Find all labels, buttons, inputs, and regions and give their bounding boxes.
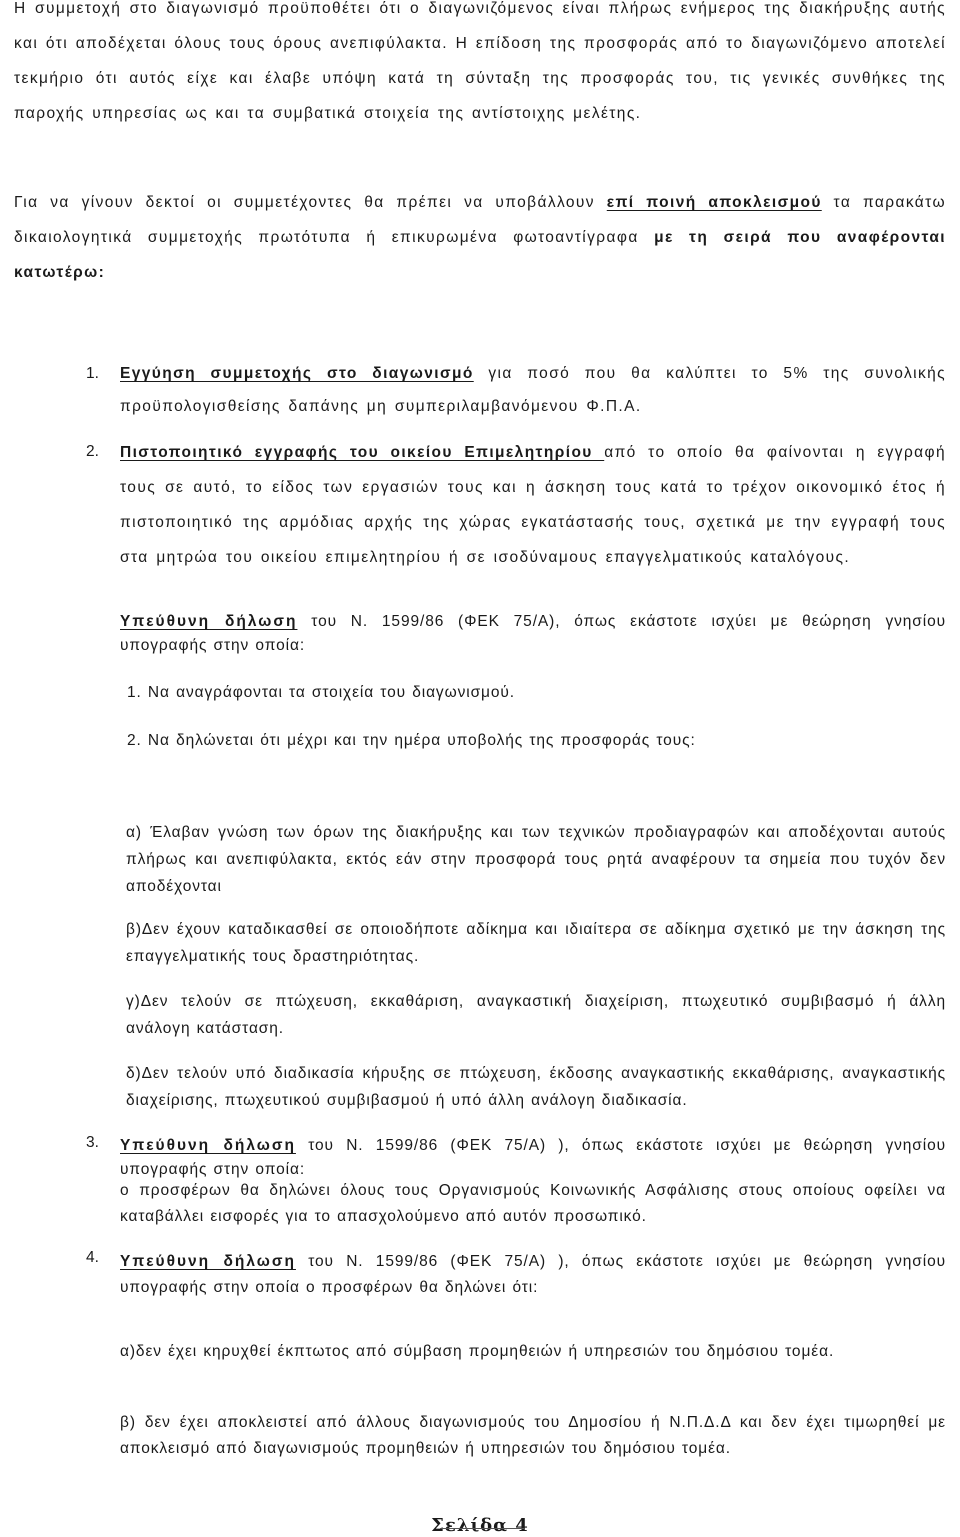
item-2-text: από το οποίο θα φαίνονται η εγγραφή τους σε αυτό, το είδος των εργασιών τους και η άσκηση τους κατά το τρέχον οικονομικό έτος ή πιστοποιητικό της αρμόδιας αρχής της χώρας εγκατάστασής τους, σχετικά με την εγγραφή τους στα μητρώα του οικείου επιμελητηρίου ή σε ισοδύναμους επαγγελματικούς καταλόγους. (120, 444, 946, 566)
exclusion-phrase: επί ποινή αποκλεισμού (606, 194, 822, 211)
item-4-number: 4. (86, 1249, 99, 1266)
order-phrase: με τη σειρά που αναφέρονται κατωτέρω: (14, 229, 946, 281)
item-2-body (120, 435, 946, 575)
item-3-number: 3. (86, 1134, 99, 1151)
item-1-body (120, 357, 946, 423)
acceptance-text-1: Για να γίνουν δεκτοί οι συμμετέχοντες θα πρέπει να υποβάλλουν (14, 194, 607, 211)
footer-rule (440, 1528, 524, 1529)
item-2-declaration-heading: Υπεύθυνη δήλωση (120, 613, 298, 630)
intro-text: Η συμμετοχή στο διαγωνισμό προϋποθέτει ότι ο διαγωνιζόμενος είναι πλήρως ενήμερος της διακήρυξης αυτής και ότι αποδέχεται όλους τους όρους ανεπιφύλακτα. Η επίδοση της προσφοράς από το διαγωνιζόμενο αποτελεί τεκμήριο ότι αυτός είχε και έλαβε υπόψη κατά τη σύνταξη της προσφοράς του, τις γενικές συνθήκες της παροχής υπηρεσίας ως και τα συμβατικά στοιχεία της αντίστοιχης μελέτης. (14, 0, 946, 122)
item-2-sub-2: 2. Να δηλώνεται ότι μέχρι και την ημέρα υποβολής της προσφοράς τους: (127, 732, 696, 749)
item-2-clause-a: α) Έλαβαν γνώση των όρων της διακήρυξης και των τεχνικών προδιαγραφών και αποδέχονται αυτούς πλήρως και ανεπιφύλακτα, εκτός εάν στην προσφορά τους ρητά αναφέρουν τα σημεία που τυχόν δεν αποδέχονται (126, 824, 946, 895)
item-1-number: 1. (86, 365, 99, 382)
item-2-sub-1: 1. Να αναγράφονται τα στοιχεία του διαγωνισμού. (127, 684, 515, 701)
acceptance-paragraph (14, 185, 946, 290)
item-4-body (120, 1249, 946, 1301)
item-3-body (120, 1134, 946, 1182)
item-1-text: για ποσό που θα καλύπτει το 5% της συνολικής προϋπολογισθείσης δαπάνης μη συμπεριλαμβανόμενου Φ.Π.Α. (120, 365, 946, 415)
item-3-heading: Υπεύθυνη δήλωση (120, 1137, 296, 1154)
item-4-text: του Ν. 1599/86 (ΦΕΚ 75/Α) ), όπως εκάστοτε ισχύει με θεώρηση γνησίου υπογραφής στην οποία ο προσφέρων θα δηλώνει ότι: (120, 1253, 947, 1296)
item-4-clause-a: α)δεν έχει κηρυχθεί έκπτωτος από σύμβαση προμηθειών ή υπηρεσιών του δημόσιου τομέα. (120, 1343, 835, 1360)
page-number: Σελίδα 4 (431, 1515, 529, 1536)
item-2-clause-b: β)Δεν έχουν καταδικασθεί σε οποιοδήποτε αδίκημα και ιδιαίτερα σε αδίκημα σχετικό με την άσκηση της επαγγελματικής τους δραστηριότητας. (126, 921, 946, 965)
item-2-clause-c: γ)Δεν τελούν σε πτώχευση, εκκαθάριση, αναγκαστική διαχείριση, πτωχευτικό συμβιβασμό ή άλλη ανάλογη κατάσταση. (126, 993, 946, 1037)
item-4-heading: Υπεύθυνη δήλωση (120, 1253, 296, 1270)
item-4-clause-b: β) δεν έχει αποκλειστεί από άλλους διαγωνισμούς του Δημοσίου ή Ν.Π.Δ.Δ και δεν έχει τιμωρηθεί με αποκλεισμό από διαγωνισμούς προμηθειών ή υπηρεσιών του δημόσιου τομέα. (120, 1414, 946, 1457)
item-3-text: του Ν. 1599/86 (ΦΕΚ 75/Α) ), όπως εκάστοτε ισχύει με θεώρηση γνησίου υπογραφής στην οποία: (120, 1137, 947, 1178)
item-2-declaration-text: του Ν. 1599/86 (ΦΕΚ 75/Α), όπως εκάστοτε ισχύει με θεώρηση γνησίου υπογραφής στην οποία: (120, 613, 946, 654)
item-2-number: 2. (86, 443, 99, 460)
intro-paragraph (14, 0, 946, 131)
item-2-clause-d: δ)Δεν τελούν υπό διαδικασία κήρυξης σε πτώχευση, έκδοσης αναγκαστικής εκκαθάρισης, αναγκαστικής διαχείρισης, πτωχευτικού συμβιβασμού ή υπό άλλη ανάλογη διαδικασία. (126, 1065, 946, 1109)
item-3-text-2: ο προσφέρων θα δηλώνει όλους τους Οργανισμούς Κοινωνικής Ασφάλισης στους οποίους οφείλει να καταβάλλει εισφορές για το απασχολούμενο από αυτόν προσωπικό. (120, 1182, 946, 1225)
acceptance-text-2: τα παρακάτω δικαιολογητικά συμμετοχής πρωτότυπα ή επικυρωμένα φωτοαντίγραφα (14, 194, 946, 246)
item-2-heading: Πιστοποιητικό εγγραφής του οικείου Επιμελητηρίου (120, 444, 605, 461)
item-2-declaration (120, 610, 946, 658)
item-1-heading: Εγγύηση συμμετοχής στο διαγωνισμό (120, 365, 474, 382)
